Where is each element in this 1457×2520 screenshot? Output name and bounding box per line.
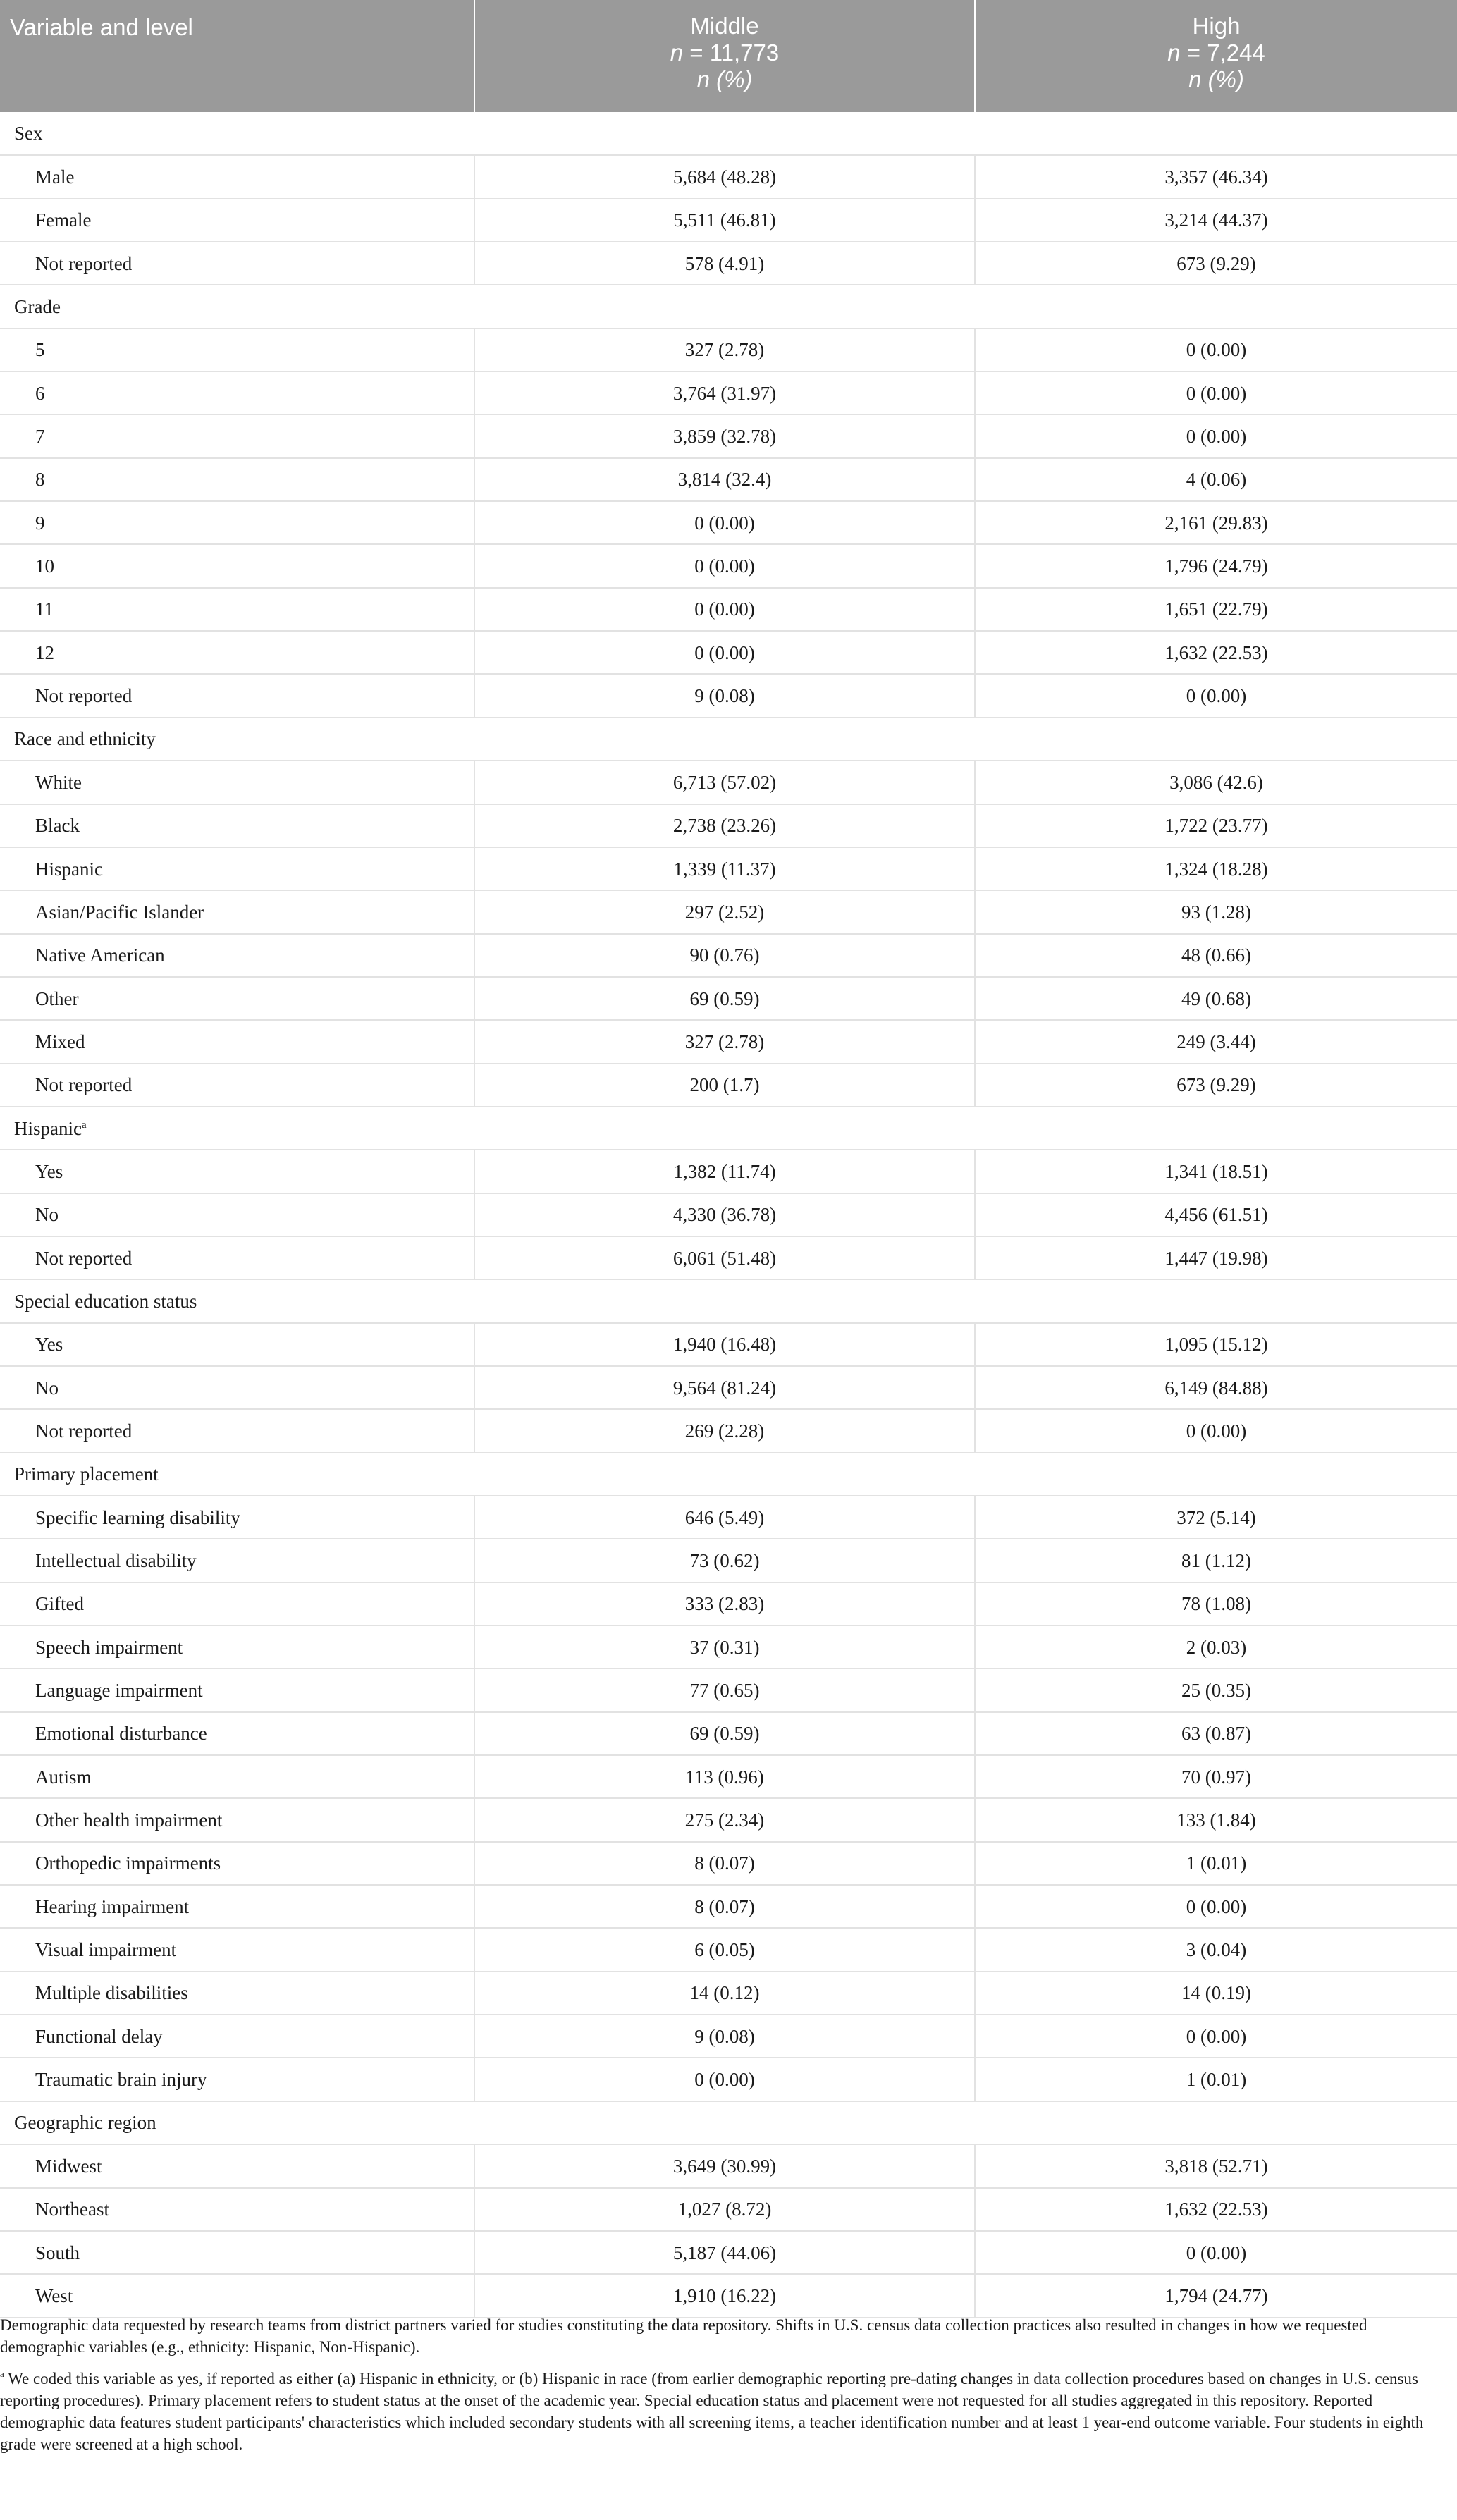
- table-row: [0, 1972, 1457, 2015]
- table-row: [0, 1755, 1457, 1798]
- section-header-row: [0, 1453, 1457, 1496]
- middle-value-cell: 113 (0.96): [474, 1755, 975, 1798]
- level-cell: Not reported: [0, 1409, 474, 1452]
- high-value-cell: 0 (0.00): [975, 371, 1457, 414]
- high-value-cell: 0 (0.00): [975, 328, 1457, 371]
- level-cell: White: [0, 761, 474, 804]
- high-value-cell: 1,324 (18.28): [975, 847, 1457, 890]
- table-row: [0, 2188, 1457, 2231]
- level-cell: Functional delay: [0, 2015, 474, 2058]
- header-middle: [474, 0, 975, 112]
- middle-value-cell: 90 (0.76): [474, 934, 975, 977]
- table-row: [0, 1496, 1457, 1539]
- middle-value-cell: 1,027 (8.72): [474, 2188, 975, 2231]
- level-cell: Northeast: [0, 2188, 474, 2231]
- middle-value-cell: 297 (2.52): [474, 890, 975, 933]
- table-row: [0, 631, 1457, 674]
- table-row: [0, 1798, 1457, 1841]
- table-row: [0, 847, 1457, 890]
- table-row: [0, 2015, 1457, 2058]
- table-row: [0, 1323, 1457, 1366]
- middle-value-cell: 0 (0.00): [474, 2058, 975, 2101]
- section-header-row: [0, 1107, 1457, 1150]
- middle-value-cell: 0 (0.00): [474, 588, 975, 631]
- footnote-text: We coded this variable as yes, if reported as either (a) Hispanic in ethnicity, or (b) Hispanic in race (from earlier demographic reporting pre-dating changes in data collection procedures based on changes in U.S. census reporting procedures). Primary placement refers to student status at the onset of the academic year. Special education status and placement were not requested for all studies aggregated in this repository. Reported demographic data features student participants' characteristics which included secondary students with all screening items, a teacher identification number and at least 1 year-end outcome variable. Four students in eighth grade were screened at a high school.: [0, 2370, 1424, 2453]
- section-title: [0, 2101, 1457, 2144]
- section-title-text: Primary placement: [14, 1463, 159, 1485]
- table-row: [0, 2231, 1457, 2274]
- middle-value-cell: 37 (0.31): [474, 1625, 975, 1668]
- middle-value-cell: 3,764 (31.97): [474, 371, 975, 414]
- middle-value-cell: 1,940 (16.48): [474, 1323, 975, 1366]
- level-cell: Not reported: [0, 1064, 474, 1107]
- middle-value-cell: 6,061 (51.48): [474, 1236, 975, 1279]
- level-cell: South: [0, 2231, 474, 2274]
- table-row: [0, 1366, 1457, 1409]
- middle-value-cell: 646 (5.49): [474, 1496, 975, 1539]
- high-value-cell: 2,161 (29.83): [975, 501, 1457, 544]
- table-row: [0, 934, 1457, 977]
- high-value-cell: 133 (1.84): [975, 1798, 1457, 1841]
- level-cell: 6: [0, 371, 474, 414]
- high-value-cell: 0 (0.00): [975, 1885, 1457, 1928]
- high-value-cell: 93 (1.28): [975, 890, 1457, 933]
- middle-value-cell: 578 (4.91): [474, 242, 975, 285]
- header-high-n: n = 7,244: [1167, 39, 1265, 66]
- high-value-cell: 673 (9.29): [975, 1064, 1457, 1107]
- table-row: [0, 1928, 1457, 1971]
- high-value-cell: 25 (0.35): [975, 1668, 1457, 1711]
- level-cell: Yes: [0, 1323, 474, 1366]
- header-high: [975, 0, 1457, 112]
- level-cell: Orthopedic impairments: [0, 1842, 474, 1885]
- level-cell: Mixed: [0, 1020, 474, 1063]
- table-row: [0, 588, 1457, 631]
- table-row: [0, 242, 1457, 285]
- level-cell: Emotional disturbance: [0, 1712, 474, 1755]
- footnote-a: [0, 2368, 1445, 2455]
- high-value-cell: 4 (0.06): [975, 458, 1457, 501]
- section-title: [0, 1107, 1457, 1150]
- middle-value-cell: 6 (0.05): [474, 1928, 975, 1971]
- middle-value-cell: 5,684 (48.28): [474, 155, 975, 198]
- middle-value-cell: 327 (2.78): [474, 1020, 975, 1063]
- header-middle-pct: n (%): [696, 66, 753, 92]
- high-value-cell: 63 (0.87): [975, 1712, 1457, 1755]
- header-middle-name: Middle: [690, 13, 759, 39]
- level-cell: 9: [0, 501, 474, 544]
- section-title-text: Special education status: [14, 1290, 197, 1312]
- middle-value-cell: 333 (2.83): [474, 1582, 975, 1625]
- section-header-row: [0, 285, 1457, 328]
- level-cell: Hispanic: [0, 847, 474, 890]
- section-title-text: Geographic region: [14, 2112, 156, 2134]
- level-cell: 5: [0, 328, 474, 371]
- level-cell: Black: [0, 804, 474, 847]
- table-row: [0, 804, 1457, 847]
- high-value-cell: 70 (0.97): [975, 1755, 1457, 1798]
- high-value-cell: 1,651 (22.79): [975, 588, 1457, 631]
- middle-value-cell: 1,382 (11.74): [474, 1150, 975, 1193]
- high-value-cell: 0 (0.00): [975, 414, 1457, 457]
- table-row: [0, 761, 1457, 804]
- table-row: [0, 1193, 1457, 1236]
- middle-value-cell: 3,649 (30.99): [474, 2144, 975, 2187]
- high-value-cell: 1,341 (18.51): [975, 1150, 1457, 1193]
- table-row: [0, 371, 1457, 414]
- section-title-text: Sex: [14, 123, 43, 145]
- middle-value-cell: 9,564 (81.24): [474, 1366, 975, 1409]
- table-row: [0, 977, 1457, 1020]
- level-cell: 11: [0, 588, 474, 631]
- level-cell: Traumatic brain injury: [0, 2058, 474, 2101]
- table-row: [0, 1625, 1457, 1668]
- table-row: [0, 1668, 1457, 1711]
- high-value-cell: 1,632 (22.53): [975, 631, 1457, 674]
- middle-value-cell: 69 (0.59): [474, 1712, 975, 1755]
- high-value-cell: 3,818 (52.71): [975, 2144, 1457, 2187]
- middle-value-cell: 2,738 (23.26): [474, 804, 975, 847]
- high-value-cell: 1,794 (24.77): [975, 2274, 1457, 2317]
- middle-value-cell: 0 (0.00): [474, 544, 975, 587]
- middle-value-cell: 77 (0.65): [474, 1668, 975, 1711]
- high-value-cell: 0 (0.00): [975, 1409, 1457, 1452]
- high-value-cell: 1,722 (23.77): [975, 804, 1457, 847]
- table-row: [0, 1236, 1457, 1279]
- level-cell: Yes: [0, 1150, 474, 1193]
- header-high-name: High: [1192, 13, 1241, 39]
- level-cell: Not reported: [0, 1236, 474, 1279]
- table-row: [0, 501, 1457, 544]
- section-title: [0, 1453, 1457, 1496]
- table-row: [0, 890, 1457, 933]
- middle-value-cell: 9 (0.08): [474, 2015, 975, 2058]
- high-value-cell: 48 (0.66): [975, 934, 1457, 977]
- table-row: [0, 1885, 1457, 1928]
- table-row: [0, 1064, 1457, 1107]
- middle-value-cell: 73 (0.62): [474, 1539, 975, 1582]
- header-variable-level: Variable and level: [0, 0, 474, 112]
- level-cell: Gifted: [0, 1582, 474, 1625]
- header-high-pct: n (%): [1188, 66, 1244, 92]
- middle-value-cell: 0 (0.00): [474, 631, 975, 674]
- table-row: [0, 1409, 1457, 1452]
- high-value-cell: 81 (1.12): [975, 1539, 1457, 1582]
- middle-value-cell: 1,910 (16.22): [474, 2274, 975, 2317]
- level-cell: Native American: [0, 934, 474, 977]
- footnote-marker: a: [0, 2368, 4, 2379]
- section-header-row: [0, 112, 1457, 155]
- section-title-text: Grade: [14, 296, 61, 318]
- level-cell: No: [0, 1366, 474, 1409]
- footnote-marker: a: [81, 1119, 87, 1131]
- section-title-text: Race and ethnicity: [14, 728, 156, 750]
- table-row: [0, 1842, 1457, 1885]
- high-value-cell: 3 (0.04): [975, 1928, 1457, 1971]
- middle-value-cell: 4,330 (36.78): [474, 1193, 975, 1236]
- table-row: [0, 1539, 1457, 1582]
- level-cell: Specific learning disability: [0, 1496, 474, 1539]
- level-cell: Not reported: [0, 674, 474, 717]
- table-row: [0, 544, 1457, 587]
- high-value-cell: 1 (0.01): [975, 2058, 1457, 2101]
- table-row: [0, 2058, 1457, 2101]
- high-value-cell: 0 (0.00): [975, 674, 1457, 717]
- middle-value-cell: 8 (0.07): [474, 1885, 975, 1928]
- section-title: [0, 112, 1457, 155]
- section-title-text: Hispanic: [14, 1117, 82, 1139]
- high-value-cell: 249 (3.44): [975, 1020, 1457, 1063]
- level-cell: Male: [0, 155, 474, 198]
- level-cell: 8: [0, 458, 474, 501]
- level-cell: Language impairment: [0, 1668, 474, 1711]
- level-cell: No: [0, 1193, 474, 1236]
- middle-value-cell: 9 (0.08): [474, 674, 975, 717]
- high-value-cell: 372 (5.14): [975, 1496, 1457, 1539]
- section-header-row: [0, 718, 1457, 761]
- table-row: [0, 1150, 1457, 1193]
- section-header-row: [0, 1279, 1457, 1322]
- table-row: [0, 2274, 1457, 2317]
- section-title: [0, 1279, 1457, 1322]
- table-row: [0, 1020, 1457, 1063]
- level-cell: Other: [0, 977, 474, 1020]
- header-middle-n: n = 11,773: [670, 39, 780, 66]
- table-row: [0, 328, 1457, 371]
- middle-value-cell: 269 (2.28): [474, 1409, 975, 1452]
- table-row: [0, 2144, 1457, 2187]
- middle-value-cell: 5,511 (46.81): [474, 199, 975, 242]
- level-cell: Midwest: [0, 2144, 474, 2187]
- middle-value-cell: 69 (0.59): [474, 977, 975, 1020]
- high-value-cell: 1 (0.01): [975, 1842, 1457, 1885]
- middle-value-cell: 200 (1.7): [474, 1064, 975, 1107]
- middle-value-cell: 3,859 (32.78): [474, 414, 975, 457]
- high-value-cell: 0 (0.00): [975, 2015, 1457, 2058]
- middle-value-cell: 8 (0.07): [474, 1842, 975, 1885]
- table-row: [0, 1582, 1457, 1625]
- high-value-cell: 673 (9.29): [975, 242, 1457, 285]
- high-value-cell: 1,447 (19.98): [975, 1236, 1457, 1279]
- high-value-cell: 3,086 (42.6): [975, 761, 1457, 804]
- level-cell: West: [0, 2274, 474, 2317]
- level-cell: Intellectual disability: [0, 1539, 474, 1582]
- level-cell: 7: [0, 414, 474, 457]
- general-note: Demographic data requested by research teams from district partners varied for studies constituting the data repository. Shifts in U.S. census data collection practices also resulted in changes in how we requested demographic variables (e.g., ethnicity: Hispanic, Non-Hispanic).: [0, 2316, 1367, 2356]
- high-value-cell: 3,214 (44.37): [975, 199, 1457, 242]
- table-row: [0, 199, 1457, 242]
- level-cell: Autism: [0, 1755, 474, 1798]
- middle-value-cell: 6,713 (57.02): [474, 761, 975, 804]
- level-cell: 10: [0, 544, 474, 587]
- table-notes: [0, 2314, 1445, 2455]
- section-title: [0, 285, 1457, 328]
- table-body: [0, 112, 1457, 2318]
- level-cell: Other health impairment: [0, 1798, 474, 1841]
- high-value-cell: 1,796 (24.79): [975, 544, 1457, 587]
- middle-value-cell: 14 (0.12): [474, 1972, 975, 2015]
- level-cell: 12: [0, 631, 474, 674]
- high-value-cell: 3,357 (46.34): [975, 155, 1457, 198]
- level-cell: Visual impairment: [0, 1928, 474, 1971]
- high-value-cell: 49 (0.68): [975, 977, 1457, 1020]
- level-cell: Multiple disabilities: [0, 1972, 474, 2015]
- table-row: [0, 414, 1457, 457]
- high-value-cell: 6,149 (84.88): [975, 1366, 1457, 1409]
- level-cell: Female: [0, 199, 474, 242]
- middle-value-cell: 3,814 (32.4): [474, 458, 975, 501]
- table-row: [0, 458, 1457, 501]
- level-cell: Speech impairment: [0, 1625, 474, 1668]
- middle-value-cell: 0 (0.00): [474, 501, 975, 544]
- table-row: [0, 1712, 1457, 1755]
- section-header-row: [0, 2101, 1457, 2144]
- high-value-cell: 78 (1.08): [975, 1582, 1457, 1625]
- header-row: [0, 0, 1457, 112]
- table-row: [0, 155, 1457, 198]
- middle-value-cell: 275 (2.34): [474, 1798, 975, 1841]
- middle-value-cell: 5,187 (44.06): [474, 2231, 975, 2274]
- high-value-cell: 0 (0.00): [975, 2231, 1457, 2274]
- level-cell: Asian/Pacific Islander: [0, 890, 474, 933]
- middle-value-cell: 1,339 (11.37): [474, 847, 975, 890]
- high-value-cell: 2 (0.03): [975, 1625, 1457, 1668]
- high-value-cell: 14 (0.19): [975, 1972, 1457, 2015]
- high-value-cell: 1,095 (15.12): [975, 1323, 1457, 1366]
- high-value-cell: 4,456 (61.51): [975, 1193, 1457, 1236]
- table-header: [0, 0, 1457, 112]
- middle-value-cell: 327 (2.78): [474, 328, 975, 371]
- high-value-cell: 1,632 (22.53): [975, 2188, 1457, 2231]
- level-cell: Not reported: [0, 242, 474, 285]
- level-cell: Hearing impairment: [0, 1885, 474, 1928]
- table-row: [0, 674, 1457, 717]
- section-title: [0, 718, 1457, 761]
